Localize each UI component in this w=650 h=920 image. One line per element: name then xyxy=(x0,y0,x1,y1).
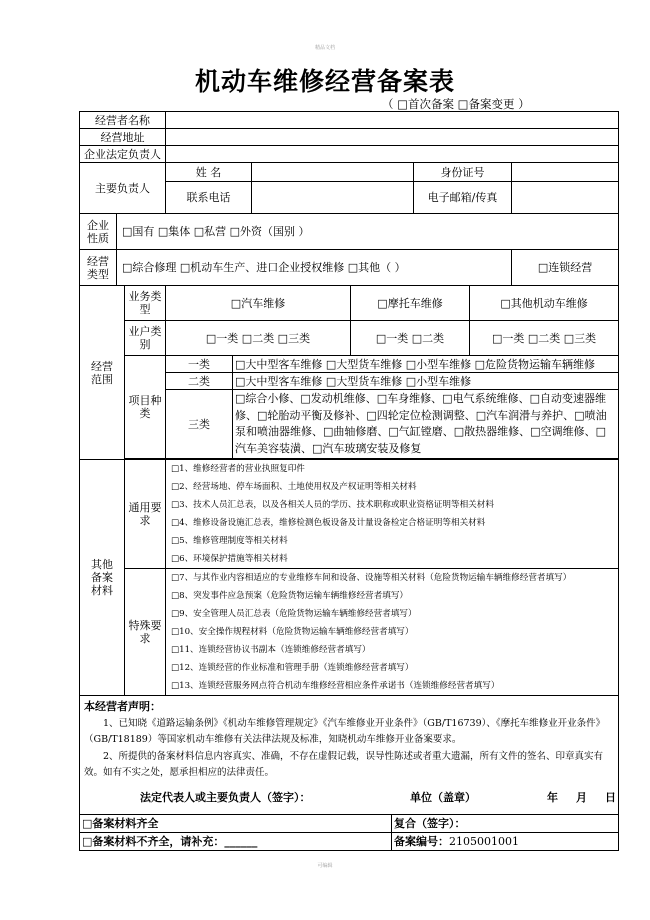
email-fax-label: 电子邮箱/传真 xyxy=(414,182,512,214)
filing-type-options[interactable]: （ □首次备案 □备案变更 ） xyxy=(382,97,530,111)
class2-label: 二类 xyxy=(166,373,233,390)
page-title: 机动车维修经营备案表 xyxy=(194,67,455,96)
material-item-7[interactable]: □7、与其作业内容相适应的专业维修车间和设备、设施等相关材料（危险货物运输车辆维修经营者填写） xyxy=(171,573,572,583)
biz-type-auto[interactable]: □汽车维修 xyxy=(166,286,351,321)
materials-label: 其他备案材料 xyxy=(80,460,125,696)
material-item-9[interactable]: □9、安全管理人员汇总表（危险货物运输车辆维修经营者填写） xyxy=(171,609,417,619)
material-item-10[interactable]: □10、安全操作规程材料（危险货物运输车辆维修经营者填写） xyxy=(171,627,414,637)
material-item-6[interactable]: □6、环境保护措施等相关材料 xyxy=(171,554,288,564)
form-table xyxy=(79,111,619,851)
household-category-label: 业户类别 xyxy=(125,321,166,356)
enterprise-nature-options[interactable]: □国有 □集体 □私营 □外资（国别 ） xyxy=(117,214,619,250)
biz-type-motorcycle[interactable]: □摩托车维修 xyxy=(351,286,470,321)
record-number-label: 备案编号： xyxy=(394,834,449,848)
biz-type-label: 业务类型 xyxy=(125,286,166,321)
phone-label: 联系电话 xyxy=(166,182,252,214)
business-type-options[interactable]: □综合修理 □机动车生产、进口企业授权维修 □其他（ ） xyxy=(117,250,512,286)
special-requirements-list[interactable] xyxy=(166,569,619,696)
material-item-8[interactable]: □8、突发事件应急预案（危险货物运输车辆维修经营者填写） xyxy=(171,591,409,601)
operator-name-label: 经营者名称 xyxy=(80,112,166,129)
material-item-5[interactable]: □5、维修管理制度等相关材料 xyxy=(171,536,288,546)
name-field[interactable] xyxy=(252,163,414,182)
operator-declaration xyxy=(80,696,619,815)
id-number-label: 身份证号 xyxy=(414,163,512,182)
class2-options[interactable]: □大中型客车维修 □大型货车维修 □小型车维修 xyxy=(233,373,619,390)
signature-line xyxy=(84,790,614,810)
household-auto[interactable]: □一类 □二类 □三类 xyxy=(166,321,351,356)
material-item-13[interactable]: □13、连锁经营服务网点符合机动车维修经营相应条件承诺书（连锁维修经营者填写） xyxy=(171,681,500,691)
class3-options[interactable]: □综合小修、□发动机维修、□车身维修、□电气系统维修、□自动变速器维修、□轮胎动平衡及修补、□四轮定位检测调整、□汽车润滑与养护、□喷油泵和喷油器维修、□曲轴修磨、□气缸镗磨、□散热器维修、□空调维修、□汽车美容装潢、□汽车玻璃安装及修复 xyxy=(233,390,619,459)
declaration-paragraph-1: 1、已知晓《道路运输条例》《机动车维修管理规定》《汽车维修业开业条件》（GB/T16739）、《摩托车维修业开业条件》（GB/T18189）等国家机动车维修有关法律法规及标准，知晓机动车维修开业备案要求。 xyxy=(84,717,606,745)
class3-label: 三类 xyxy=(166,390,233,459)
general-requirements-list[interactable] xyxy=(166,460,619,569)
material-item-3[interactable]: □3、技术人员汇总表，以及各相关人员的学历、技术职称或职业资格证明等相关材料 xyxy=(171,500,494,510)
watermark-top: 精品文档 xyxy=(314,45,335,51)
materials-incomplete-checkbox[interactable]: □备案材料不齐全，请补充：______ xyxy=(80,832,392,850)
enterprise-nature-label: 企业性质 xyxy=(80,214,117,250)
class1-label: 一类 xyxy=(166,356,233,373)
household-motorcycle[interactable]: □一类 □二类 xyxy=(351,321,470,356)
material-item-1[interactable]: □1、维修经营者的营业执照复印件 xyxy=(171,464,305,474)
address-field[interactable] xyxy=(166,129,619,146)
phone-field[interactable] xyxy=(252,182,414,214)
material-item-4[interactable]: □4、维修设备设施汇总表，维修检测色板设备及计量设备检定合格证明等相关材料 xyxy=(171,518,486,528)
legal-rep-field[interactable] xyxy=(166,146,619,163)
business-scope-label: 经营范围 xyxy=(80,286,125,460)
record-number-value: 2105001001 xyxy=(449,834,519,848)
signature-label[interactable]: 法定代表人或主要负责人（签字）： xyxy=(140,790,311,804)
filing-form xyxy=(79,111,618,851)
material-item-2[interactable]: □2、经营场地、停车场面积、土地使用权及产权证明等相关材料 xyxy=(171,482,417,492)
unit-seal-label[interactable]: 单位（盖章） xyxy=(410,790,476,804)
date-year-label: 年 xyxy=(547,790,558,804)
principal-label: 主要负责人 xyxy=(80,163,166,214)
chain-operation-checkbox[interactable]: □连锁经营 xyxy=(512,250,619,286)
id-number-field[interactable] xyxy=(512,163,619,182)
material-item-11[interactable]: □11、连锁经营协议书副本（连锁维修经营者填写） xyxy=(171,645,371,655)
operator-name-field[interactable] xyxy=(166,112,619,129)
material-item-12[interactable]: □12、连锁经营的作业标准和管理手册（连锁维修经营者填写） xyxy=(171,663,414,673)
watermark-bottom: 可编辑 xyxy=(317,863,333,869)
business-type-label: 经营类型 xyxy=(80,250,117,286)
legal-rep-label: 企业法定负责人 xyxy=(80,146,166,163)
record-number xyxy=(392,832,619,850)
declaration-paragraph-2: 2、所提供的备案材料信息内容真实、准确，不存在虚假记载，误导性陈述或者重大遗漏，所有文件的签名、印章真实有效。如有不实之处，愿承担相应的法律责任。 xyxy=(84,750,604,778)
declaration-heading: 本经营者声明： xyxy=(84,700,161,713)
household-other[interactable]: □一类 □二类 □三类 xyxy=(470,321,619,356)
name-label: 姓 名 xyxy=(166,163,252,182)
class1-options[interactable]: □大中型客车维修 □大型货车维修 □小型车维修 □危险货物运输车辆维修 xyxy=(233,356,619,373)
email-fax-field[interactable] xyxy=(512,182,619,214)
address-label: 经营地址 xyxy=(80,129,166,146)
date-day-label: 日 xyxy=(605,790,616,804)
materials-complete-checkbox[interactable]: □备案材料齐全 xyxy=(80,814,392,832)
special-requirements-label: 特殊要求 xyxy=(125,569,166,696)
review-signature-label[interactable]: 复合（签字）： xyxy=(392,814,619,832)
general-requirements-label: 通用要求 xyxy=(125,460,166,569)
project-types-label: 项目种类 xyxy=(125,356,166,459)
biz-type-other[interactable]: □其他机动车维修 xyxy=(470,286,619,321)
date-month-label: 月 xyxy=(576,790,587,804)
